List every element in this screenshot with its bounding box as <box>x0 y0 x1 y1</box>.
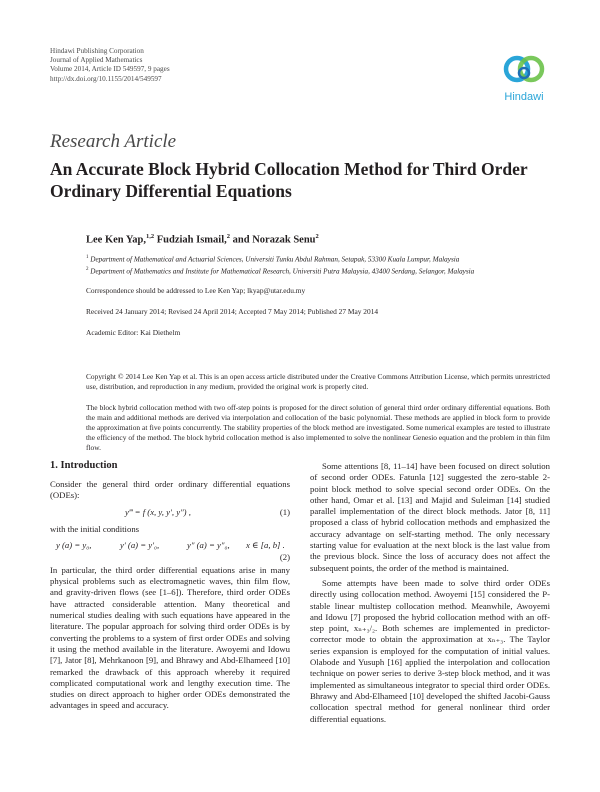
paragraph: Consider the general third order ordinary differential equations (ODEs): <box>50 479 290 501</box>
journal-meta <box>50 47 170 84</box>
copyright-notice: Copyright © 2014 Lee Ken Yap et al. This is an open access article distributed under the Creative Commons Attribution License, which permits unrestricted use, distribution, and reproduction in any medium, provided the original work is properly cited. <box>86 372 550 391</box>
article-type: Research Article <box>50 131 177 152</box>
affiliation-1: $^1$ Department of Mathematical and Actuarial Sciences, Universiti Tunku Abdul Rahman, Setapak, 53300 Kuala Lumpur, Malaysia <box>86 255 460 264</box>
section-heading-introduction: 1. Introduction <box>50 460 118 471</box>
author-2: Fudziah Ismail, <box>154 234 227 246</box>
doi-link[interactable]: http://dx.doi.org/10.1155/2014/549597 <box>50 74 162 83</box>
equation-1: y‴ = f (x, y, y′, y″) , (1) <box>125 506 290 517</box>
publisher: Hindawi Publishing Corporation <box>50 47 144 55</box>
volume-line: Volume 2014, Article ID 549597, 9 pages <box>50 65 170 74</box>
publication-dates: Received 24 January 2014; Revised 24 April 2014; Accepted 7 May 2014; Published 27 May 2014 <box>86 307 379 316</box>
authors: Lee Ken Yap,$^{1,2}$ Fudziah Ismail,$^2$ and Norazak Senu$^2$ <box>86 233 319 246</box>
title-line-2: Ordinary Differential Equations <box>50 181 292 201</box>
article-title <box>50 158 570 202</box>
affiliation-2: $^2$ Department of Mathematics and Institute for Mathematical Research, Universiti Putra Malaysia, 43400 Serdang, Selangor, Malaysia <box>86 267 475 276</box>
journal-name: Journal of Applied Mathematics <box>50 56 143 65</box>
correspondence: Correspondence should be addressed to Lee Ken Yap; lkyap@utar.edu.my <box>86 286 306 295</box>
hindawi-logo-icon <box>496 52 552 104</box>
paragraph: In particular, the third order differential equations arise in many physical problems such as electromagnetic waves, thin film flow, and gravity-driven flows (see [1–6]). Therefore, third order ODEs have attracted considerable attention. Many theoretical and numerical studies dealing with such equations have appeared in the literature. The popular approach for solving third order ODEs is by converting the problems to a system of first order ODEs and solving it using the method available in the literature. Awoyemi and Idowu [7], Jator [8], Mehrkanoon [9], and Bhrawy and Abd-Elhameed [10] remarked the drawback of this approach whereby it required complicated computational work and lengthy execution time. The studies on direct approach to higher order ODEs demonstrated the advantages in speed and accuracy. <box>50 564 290 711</box>
left-column <box>50 479 290 712</box>
logo-text: Hindawi <box>504 91 544 103</box>
academic-editor: Academic Editor: Kai Diethelm <box>86 328 181 337</box>
equation-2: y (a) = y₀, y′ (a) = y′₀, y″ (a) = y″₀, x ∈ [a, b] . (2) <box>56 539 290 562</box>
paragraph: Some attentions [8, 11–14] have been focused on direct solution of second order ODEs. Fatunla [12] suggested the zero-stable 2-point block method to solve special second order ODEs. On the other hand, Omar et al. [13] and Majid and Suleiman [14] studied parallel implementation of the direct block methods. Jator [8, 11] proposed a class of hybrid collocation methods and emphasized the accuracy advantage on self-starting method. The only necessary starting value for evaluation at the next block is the last value from the previous block. Since the loss of accuracy does not affect the subsequent points, the order of the method is maintained. <box>310 461 550 573</box>
abstract: The block hybrid collocation method with two off-step points is proposed for the direct solution of general third order ordinary differential equations. Both the main and additional methods are derived via interpolation and collocation of the basic polynomial. These methods are applied in block form to provide the approximation at five points concurrently. The stability properties of the block method are investigated. Some numerical examples are tested to illustrate the efficiency of the method. The block hybrid collocation method is also implemented to solve the nonlinear Genesio equation and the problem in thin film flow. <box>86 403 550 452</box>
title-line-1: An Accurate Block Hybrid Collocation Method for Third Order <box>50 159 528 179</box>
hindawi-logo <box>496 52 552 104</box>
author-1: Lee Ken Yap, <box>86 234 146 246</box>
paragraph: Some attempts have been made to solve third order ODEs directly using collocation method. Awoyemi [15] considered the P-stable linear multistep collocation method. Meanwhile, Awoyemi and Idowu [7] proposed the hybrid collocation method with an off-step point, xₙ₊₃/₂. Both schemes are implemented in predictor-corrector mode to obtain the approximation at xₙ₊₃. The Taylor series expansion is employed for the computation of initial values. Olabode and Yusuph [16] applied the interpolation and collocation technique on power series to derive 3-step block method, and it was implemented as simultaneous integrator to special third order ODEs. Bhrawy and Abd-Elhameed [10] developed the shifted Jacobi-Gauss collocation spectral method for general nonlinear third order differential equations. <box>310 577 550 724</box>
right-column <box>310 461 550 725</box>
paragraph: with the initial conditions <box>50 523 140 534</box>
author-3: and Norazak Senu <box>230 234 316 246</box>
